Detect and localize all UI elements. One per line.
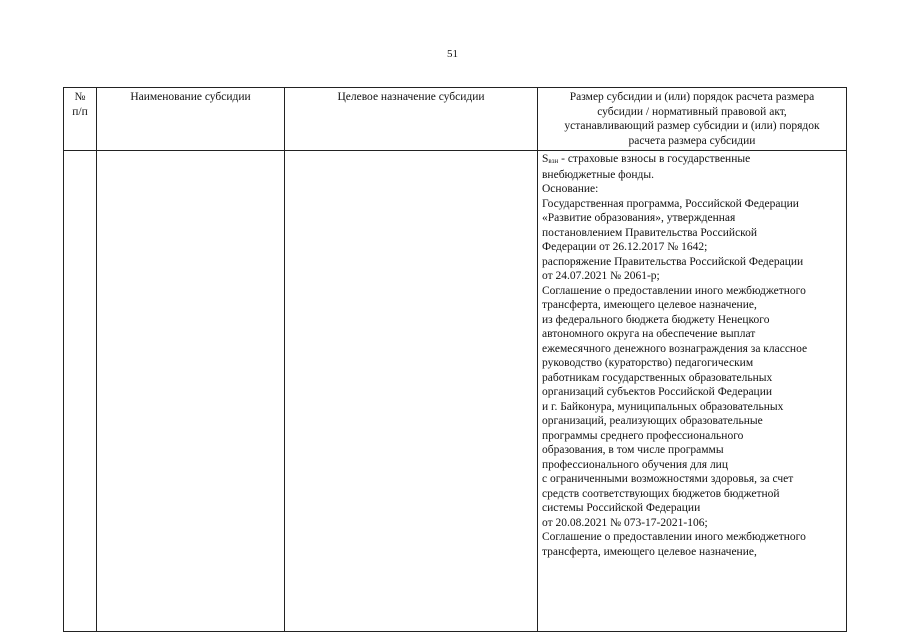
size-text-line: системы Российской Федерации	[542, 502, 701, 514]
size-text-line: «Развитие образования», утвержденная	[542, 212, 736, 224]
size-text-line: Государственная программа, Российской Федерации	[542, 197, 799, 210]
size-text-line: распоряжение Правительства Российской Федерации	[542, 255, 804, 268]
size-text-lines	[542, 168, 842, 560]
header-number-line: п/п	[72, 105, 88, 118]
header-subsidy-size	[538, 88, 847, 151]
size-text-line: Соглашение о предоставлении иного межбюджетного	[542, 284, 806, 297]
header-size-line: субсидии / нормативный правовой акт,	[597, 105, 787, 118]
size-text-line: организаций, реализующих образовательные	[542, 415, 763, 427]
size-text-line: с ограниченными возможностями здоровья, за счет	[542, 473, 794, 485]
size-text-line: средств соответствующих бюджетов бюджетной	[542, 487, 780, 500]
cell-subsidy-name	[97, 151, 285, 632]
size-text-line: Федерации от 26.12.2017 № 1642;	[542, 241, 708, 253]
formula-text: - страховые взносы в государственные	[558, 153, 751, 165]
cell-subsidy-purpose	[285, 151, 538, 632]
header-number-line: №	[74, 91, 86, 103]
size-text-line: из федерального бюджета бюджету Ненецкого	[542, 313, 770, 326]
header-subsidy-purpose: Целевое назначение субсидии	[285, 88, 538, 151]
size-text-line: Соглашение о предоставлении иного межбюджетного	[542, 531, 806, 543]
size-text-line: программы среднего профессионального	[542, 429, 744, 442]
cell-subsidy-size	[538, 151, 847, 632]
size-text-line: от 20.08.2021 № 073-17-2021-106;	[542, 516, 708, 529]
formula-symbol: S	[542, 153, 549, 165]
size-text-line: и г. Байконура, муниципальных образовательных	[542, 400, 784, 413]
formula-subscript: взн	[548, 157, 559, 165]
size-text-line: автономного округа на обеспечение выплат	[542, 328, 756, 340]
table-header-row	[64, 88, 847, 151]
size-formula-line	[542, 152, 842, 168]
size-text-line: Основание:	[542, 183, 599, 195]
table-row	[64, 151, 847, 632]
cell-number	[64, 151, 97, 632]
subsidy-table	[63, 87, 847, 632]
size-text-line: постановлением Правительства Российской	[542, 226, 758, 239]
size-text-line: от 24.07.2021 № 2061-р;	[542, 270, 660, 282]
size-text-line: внебюджетные фонды.	[542, 168, 654, 181]
size-text-line: профессионального обучения для лиц	[542, 458, 728, 471]
header-size-line: Размер субсидии и (или) порядок расчета размера	[569, 91, 815, 103]
size-text-line: организаций субъектов Российской Федерации	[542, 386, 773, 398]
header-size-line: расчета размера субсидии	[628, 134, 756, 147]
size-text-line: трансферта, имеющего целевое назначение,	[542, 545, 757, 558]
header-number	[64, 88, 97, 151]
size-text-line: ежемесячного денежного вознаграждения за классное	[542, 342, 808, 355]
header-subsidy-name: Наименование субсидии	[97, 88, 285, 151]
size-text-line: образования, в том числе программы	[542, 444, 724, 456]
page-number: 51	[447, 48, 458, 60]
size-text-line: трансферта, имеющего целевое назначение,	[542, 299, 757, 311]
header-size-line: устанавливающий размер субсидии и (или) порядок	[564, 120, 820, 132]
size-text-line: работникам государственных образовательных	[542, 371, 773, 384]
size-text-line: руководство (кураторство) педагогическим	[542, 357, 754, 369]
